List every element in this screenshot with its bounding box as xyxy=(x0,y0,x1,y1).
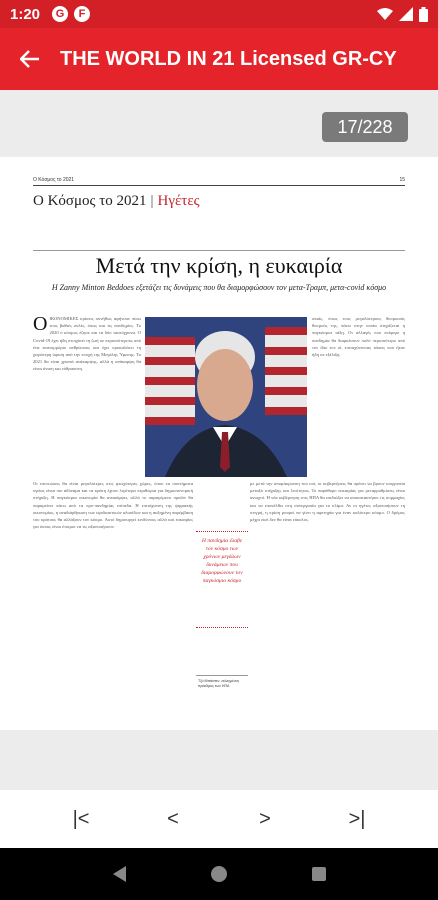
next-page-button[interactable]: > xyxy=(259,807,271,830)
running-head xyxy=(33,177,405,186)
article-standfirst: Η Zanny Minton Beddoes εξετάζει τις δυνάμεις που θα διαμορφώσουν τον μετα-Τραμπ, μετα-covid κόσμο xyxy=(51,283,387,292)
article-column-right xyxy=(312,315,405,480)
signal-icon xyxy=(399,7,413,21)
article-text-bottom-right: με μετά την απομάκρυνση του ιού, οι κυβερνήσεις θα πρέπει να βρουν ισορροπία μεταξύ στήριξης και λιτότητας. Το παράθυρο ευκαιρίας για μεταρρυθμίσεις είναι ανοιχτό. Η νέα κυβέρνηση στις ΗΠΑ θα επιδιώξει να αποκαταστήσει τις συμμαχίες και να επανέλθει στη συνεργασία για το κλίμα. Αν οι ηγέτες αξιοποιήσουν τη στιγμή, η κρίση μπορεί να γίνει η αφετηρία για έναν καλύτερο κόσμο. Ο δρόμος μέχρι εκεί δεν θα είναι εύκολος. xyxy=(250,481,405,523)
article-headline: Μετά την κρίση, η ευκαιρία xyxy=(95,253,343,278)
caption-rule xyxy=(196,675,248,676)
pull-quote-rule-top xyxy=(196,531,248,532)
pull-quote-rule-bottom xyxy=(196,627,248,628)
drop-cap: Ο xyxy=(33,315,48,335)
last-page-button[interactable]: >| xyxy=(348,807,366,830)
arrow-left-icon xyxy=(20,50,40,68)
divider xyxy=(33,250,405,251)
system-back-icon[interactable] xyxy=(113,866,126,882)
status-bar xyxy=(0,0,438,28)
previous-page-button[interactable]: < xyxy=(167,807,179,830)
system-recents-icon[interactable] xyxy=(312,867,326,881)
article-text-bottom-left: Οι επιπτώσεις θα είναι μεγαλύτερες στις φτωχότερες χώρες, όπου τα συστήματα υγείας είναι πιο αδύναμα και τα κράτη έχουν λιγότερα περιθώρια για δημοσιονομική στήριξη. Η παγκόσμια οικονομία θα ανακάμψει, αλλά το παραγόμενο προϊόν θα παραμείνει κάτω από τα προ-πανδημίας επίπεδα. Η επιτάχυνση της ψηφιακής οικονομίας, η αναδιάρθρωση των εφοδιαστικών αλυσίδων και η αυξημένη παρέμβαση του κράτους θα αλλάξουν τον κόσμο. Αυτό δημιουργεί κινδύνους αλλά και ευκαιρίες για όσους είναι έτοιμοι να τις αξιοποιήσουν. xyxy=(33,481,193,530)
wifi-icon xyxy=(377,7,393,21)
article-column-bottom-right xyxy=(250,480,405,708)
running-head-page: 15 xyxy=(399,177,405,183)
magazine-page[interactable] xyxy=(0,157,438,730)
first-page-button[interactable]: |< xyxy=(72,807,90,830)
page-counter: 17/228 xyxy=(322,112,408,142)
page-navigation xyxy=(0,790,438,848)
section-title: Ο Κόσμος το 2021 xyxy=(33,193,147,209)
g-icon: G xyxy=(52,6,68,22)
section-subtitle: Ηγέτες xyxy=(157,193,200,209)
app-title: THE WORLD IN 21 Licensed GR-CY xyxy=(60,47,397,70)
section-heading xyxy=(33,193,200,210)
battery-icon xyxy=(419,7,428,22)
article-text-right: σκιάς, όπως τους μεγαλύτερους θεσμικούς θεσμούς της, πάνω στην οποία στηρίζεται η παγκόσμια τάξη. Οι αλλαγές που επέφερε η πανδημία θα διαρκέσουν πολύ περισσότερο από τον ίδιο τον ιό, επιταχύνοντας τάσεις που ήταν ήδη σε εξέλιξη. xyxy=(312,316,405,358)
status-time: 1:20 xyxy=(10,5,41,23)
article-photo xyxy=(145,317,307,477)
photo-caption: Τζο Μπάιντεν, εκλεγμένος πρόεδρος των ΗΠΑ xyxy=(198,679,240,688)
system-navigation-bar xyxy=(0,848,438,900)
back-button[interactable] xyxy=(0,28,60,90)
article-text-left: ΙΚΟΝΟΜΙΚΕΣ κρίσεις συνήθως αφήνουν πίσω τους βαθιές ουλές, όπως και τις πανδημίες. Το 2020 ο κόσμος έζησε και τα δύο ταυτόχρονα. Ο Covid-19 έχει ήδη στοιχίσει τη ζωή σε περισσότερους από ένα εκατομμύριο ανθρώπους και έχει προκαλέσει τη χειρότερη ύφεση από την εποχή της Μεγάλης Ύφεσης. Το 2021 θα είναι χρονιά ανάκαμψης, αλλά η ανάκαμψη θα είναι άνιση και εύθραυστη. xyxy=(33,316,141,372)
system-home-icon[interactable] xyxy=(211,866,227,882)
article-column-bottom-left xyxy=(33,480,193,708)
app-bar xyxy=(0,28,438,90)
reader-content[interactable] xyxy=(0,90,438,790)
f-icon: F xyxy=(74,6,90,22)
pull-quote: Η πανδημία έλαβε τον κόσμο των χρόνων μεγάλων δυνάμεων που διαμορφώνουν τον παγκόσμιο κόσμο xyxy=(201,538,243,584)
article-column-left xyxy=(33,315,141,480)
section-separator: | xyxy=(150,193,154,209)
running-head-title: Ο Κόσμος το 2021 xyxy=(33,177,75,183)
